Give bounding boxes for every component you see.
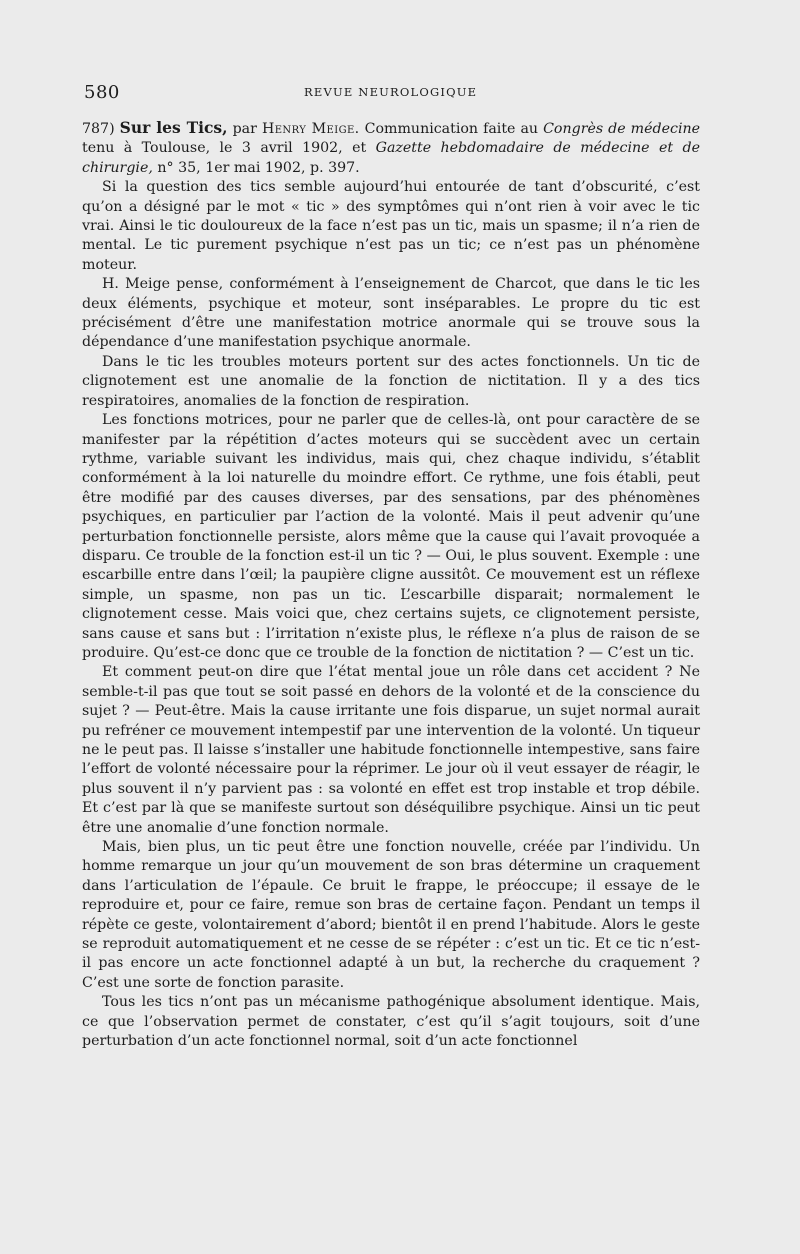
entry-author: Henry Meige. [261, 121, 360, 137]
article-body [82, 118, 700, 1052]
running-head: REVUE NEUROLOGIQUE [304, 85, 478, 99]
entry-gazette: Gazette hebdomadaire de médecine et de chirurgie, [82, 140, 700, 176]
paragraph: Les fonctions motrices, pour ne parler que de celles-là, ont pour caractère de se manifester par la répétition d’actes moteurs qui se succèdent avec un certain rythme, variable suivant les individus, mais qui, chez chaque individu, s’établit conformément à la loi naturelle du moindre effort. Ce rythme, une fois établi, peut être modifié par des causes diverses, par des sensations, par des phénomènes psychiques, en particulier par l’action de la volonté. Mais il peut advenir qu’une perturbation fonctionnelle persiste, alors même que la cause qui l’avait provoquée a disparu. Ce trouble de la fonction est-il un tic ? — Oui, le plus souvent. Exemple : une escarbille entre dans l’œil; la paupière cligne aussitôt. Ce mouvement est un réflexe simple, un spasme, non pas un tic. L’escarbille disparait; normalement le clignotement cesse. Mais voici que, chez certains sujets, ce clignotement persiste, sans cause et sans but : l’irritation n’existe plus, le réflexe n’a plus de raison de se produire. Qu’est-ce donc que ce trouble de la fonction de nictitation ? — C’est un tic. [82, 412, 700, 661]
entry-congress: Congrès de médecine [543, 121, 701, 137]
entry-held: tenu à Toulouse, le 3 avril 1902, et [82, 140, 367, 157]
entry-communication: Communication faite au [364, 121, 539, 137]
entry-number: 787) [82, 121, 115, 137]
entry-heading [82, 118, 700, 178]
paragraph: Et comment peut-on dire que l’état mental joue un rôle dans cet accident ? Ne semble-t-il pas que tout se soit passé en dehors de la volonté et de la conscience du sujet ? — Peut-être. Mais la cause irritante une fois disparue, un sujet normal aurait pu refréner ce mouvement intempestif par une intervention de la volonté. Un tiqueur ne le peut pas. Il laisse s’installer une habitude fonctionnelle intempestive, sans faire l’effort de volonté nécessaire pour la réprimer. Le jour où il veut essayer de réagir, le plus souvent il n’y parvient pas : sa volonté en effet est trop instable et trop débile. Et c’est par là que se manifeste surtout son déséquilibre psychique. Ainsi un tic peut être une anomalie d’une fonction normale. [82, 664, 700, 836]
paragraph: Mais, bien plus, un tic peut être une fonction nouvelle, créée par l’individu. Un homme remarque un jour qu’un mouvement de son bras détermine un craquement dans l’articulation de l’épaule. Ce bruit le frappe, le préoccupe; il essaye de le reproduire et, pour ce faire, remue son bras de certaine façon. Pendant un temps il répète ce geste, volontairement d’abord; bientôt il en prend l’habitude. Alors le geste se reproduit automatiquement et ne cesse de se répéter : c’est un tic. Et ce tic n’est-il pas encore un acte fonctionnel adapté à un but, la recherche du craquement ? C’est une sorte de fonction parasite. [82, 839, 700, 991]
entry-title: Sur les Tics, [119, 118, 228, 137]
page-number: 580 [84, 82, 120, 103]
paragraph: Si la question des tics semble aujourd’hui entourée de tant d’obscurité, c’est qu’on a désigné par le mot « tic » des symptômes qui n’ont rien à voir avec le tic vrai. Ainsi le tic douloureux de la face n’est pas un tic, mais un spasme; il n’a rien de mental. Le tic purement psychique n’est pas un tic; ce n’est pas un phénomène moteur. [82, 179, 700, 273]
paragraph: Dans le tic les troubles moteurs portent sur des actes fonctionnels. Un tic de clignotement est une anomalie de la fonction de nictitation. Il y a des tics respiratoires, anomalies de la fonction de respiration. [82, 353, 700, 409]
paragraph: H. Meige pense, conformément à l’enseignement de Charcot, que dans le tic les deux éléments, psychique et moteur, sont inséparables. Le propre du tic est précisément d’être une manifestation motrice anormale qui se trouve sous la dépendance d’une manifestation psychique anormale. [82, 276, 700, 351]
entry-reference: n° 35, 1er mai 1902, p. 397. [157, 159, 360, 176]
entry-by: par [232, 121, 257, 137]
page-header [84, 82, 704, 106]
paragraph: Tous les tics n’ont pas un mécanisme pathogénique absolument identique. Mais, ce que l’observation permet de constater, c’est qu’il s’agit toujours, soit d’une perturbation d’un acte fonctionnel normal, soit d’un acte fonctionnel [82, 994, 700, 1050]
